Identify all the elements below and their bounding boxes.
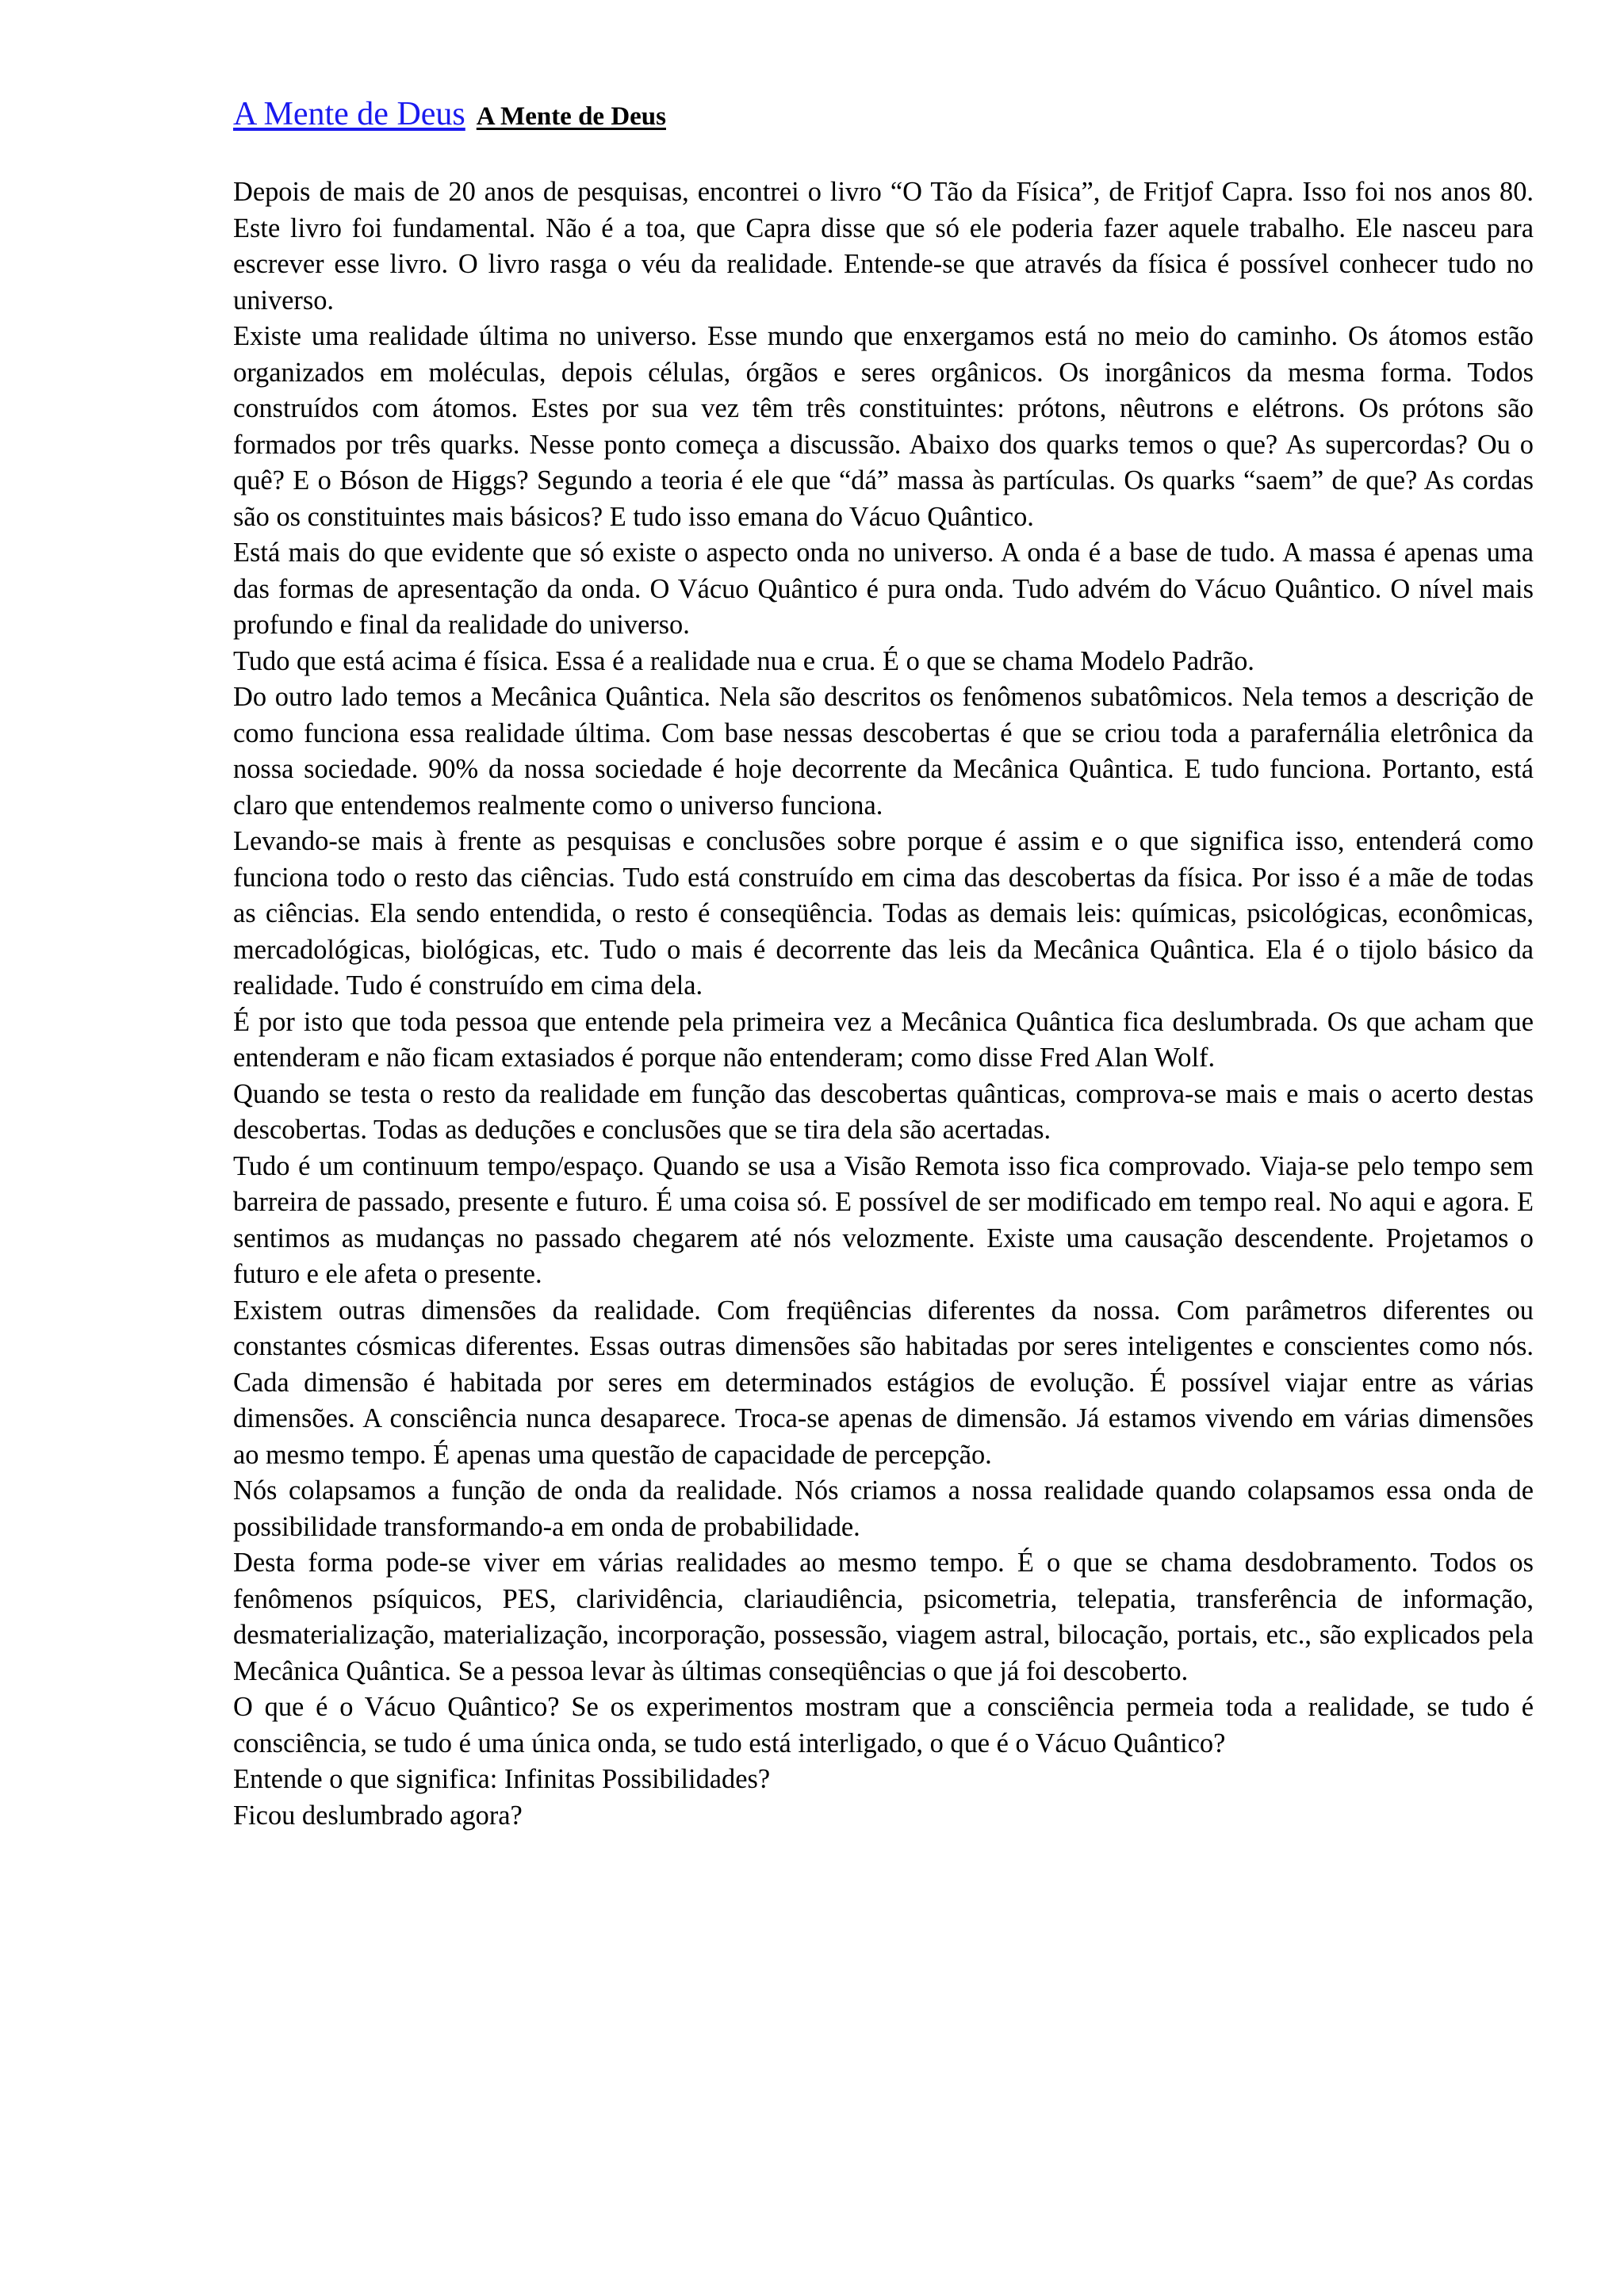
paragraph-10: Existem outras dimensões da realidade. Com freqüências diferentes da nossa. Com parâmetros diferentes ou constantes cósmicas diferentes. Essas outras dimensões são habitadas por seres inteligentes e conscientes como nós. Cada dimensão é habitada por seres em determinados estágios de evolução. É possível viajar entre as várias dimensões. A consciência nunca desaparece. Troca-se apenas de dimensão. Já estamos vivendo em várias dimensões ao mesmo tempo. É apenas uma questão de capacidade de percepção.	[233, 1295, 1534, 1470]
paragraph-9: Tudo é um continuum tempo/espaço. Quando se usa a Visão Remota isso fica comprovado. Viaja-se pelo tempo sem barreira de passado, presente e futuro. É uma coisa só. E possível de ser modificado em tempo real. No aqui e agora. E sentimos as mudanças no passado chegarem até nós velozmente. Existe uma causação descendente. Projetamos o futuro e ele afeta o presente.	[233, 1150, 1534, 1289]
paragraph-1: Depois de mais de 20 anos de pesquisas, encontrei o livro “O Tão da Física”, de Fritjof Capra. Isso foi nos anos 80. Este livro foi fundamental. Não é a toa, que Capra disse que só ele poderia fazer aquele trabalho. Ele nasceu para escrever esse livro. O livro rasga o véu da realidade. Entende-se que através da física é possível conhecer tudo no universo.	[233, 177, 1534, 316]
title-row	[233, 95, 1534, 146]
paragraph-6: Levando-se mais à frente as pesquisas e conclusões sobre porque é assim e o que significa isso, entenderá como funciona todo o resto das ciências. Tudo está construído em cima das descobertas da física. Por isso é a mãe de todas as ciências. Ela sendo entendida, o resto é conseqüência. Todas as demais leis: químicas, psicológicas, econômicas, mercadológicas, biológicas, etc. Tudo o mais é decorrente das leis da Mecânica Quântica. Ela é o tijolo básico da realidade. Tudo é construído em cima dela.	[233, 826, 1534, 1001]
document-page	[233, 95, 1534, 1834]
paragraph-13: O que é o Vácuo Quântico? Se os experimentos mostram que a consciência permeia toda a realidade, se tudo é consciência, se tudo é uma única onda, se tudo está interligado, o que é o Vácuo Quântico?	[233, 1692, 1534, 1758]
paragraph-4: Tudo que está acima é física. Essa é a realidade nua e crua. É o que se chama Modelo Padrão.	[233, 645, 1254, 676]
paragraph-15: Ficou deslumbrado agora?	[233, 1800, 523, 1831]
paragraph-11: Nós colapsamos a função de onda da realidade. Nós criamos a nossa realidade quando colapsamos essa onda de possibilidade transformando-a em onda de probabilidade.	[233, 1475, 1534, 1542]
article-body	[233, 174, 1534, 1834]
paragraph-8: Quando se testa o resto da realidade em função das descobertas quânticas, comprova-se mais e mais o acerto destas descobertas. Todas as deduções e conclusões que se tira dela são acertadas.	[233, 1078, 1534, 1145]
page-title: A Mente de Deus	[476, 102, 666, 131]
paragraph-2: Existe uma realidade última no universo. Esse mundo que enxergamos está no meio do caminho. Os átomos estão organizados em moléculas, depois células, órgãos e seres orgânicos. Os inorgânicos da mesma forma. Todos construídos com átomos. Estes por sua vez têm três constituintes: prótons, nêutrons e elétrons. Os prótons são formados por três quarks. Nesse ponto começa a discussão. Abaixo dos quarks temos o que? As supercordas? Ou o quê? E o Bóson de Higgs? Segundo a teoria é ele que “dá” massa às partículas. Os quarks “saem” de que? As cordas são os constituintes mais básicos? E tudo isso emana do Vácuo Quântico.	[233, 321, 1534, 532]
paragraph-14: Entende o que significa: Infinitas Possibilidades?	[233, 1764, 771, 1794]
paragraph-12: Desta forma pode-se viver em várias realidades ao mesmo tempo. É o que se chama desdobramento. Todos os fenômenos psíquicos, PES, clarividência, clariaudiência, psicometria, telepatia, transferência de informação, desmaterialização, materialização, incorporação, possessão, viagem astral, bilocação, portais, etc., são explicados pela Mecânica Quântica. Se a pessoa levar às últimas conseqüências o que já foi descoberto.	[233, 1548, 1534, 1686]
paragraph-3: Está mais do que evidente que só existe o aspecto onda no universo. A onda é a base de tudo. A massa é apenas uma das formas de apresentação da onda. O Vácuo Quântico é pura onda. Tudo advém do Vácuo Quântico. O nível mais profundo e final da realidade do universo.	[233, 538, 1534, 640]
paragraph-7: É por isto que toda pessoa que entende pela primeira vez a Mecânica Quântica fica deslumbrada. Os que acham que entenderam e não ficam extasiados é porque não entenderam; como disse Fred Alan Wolf.	[233, 1006, 1534, 1073]
paragraph-5: Do outro lado temos a Mecânica Quântica. Nela são descritos os fenômenos subatômicos. Nela temos a descrição de como funciona essa realidade última. Com base nessas descobertas é que se criou toda a parafernália eletrônica da nossa sociedade. 90% da nossa sociedade é hoje decorrente da Mecânica Quântica. E tudo funciona. Portanto, está claro que entendemos realmente como o universo funciona.	[233, 682, 1534, 821]
title-link[interactable]: A Mente de Deus	[233, 96, 465, 132]
